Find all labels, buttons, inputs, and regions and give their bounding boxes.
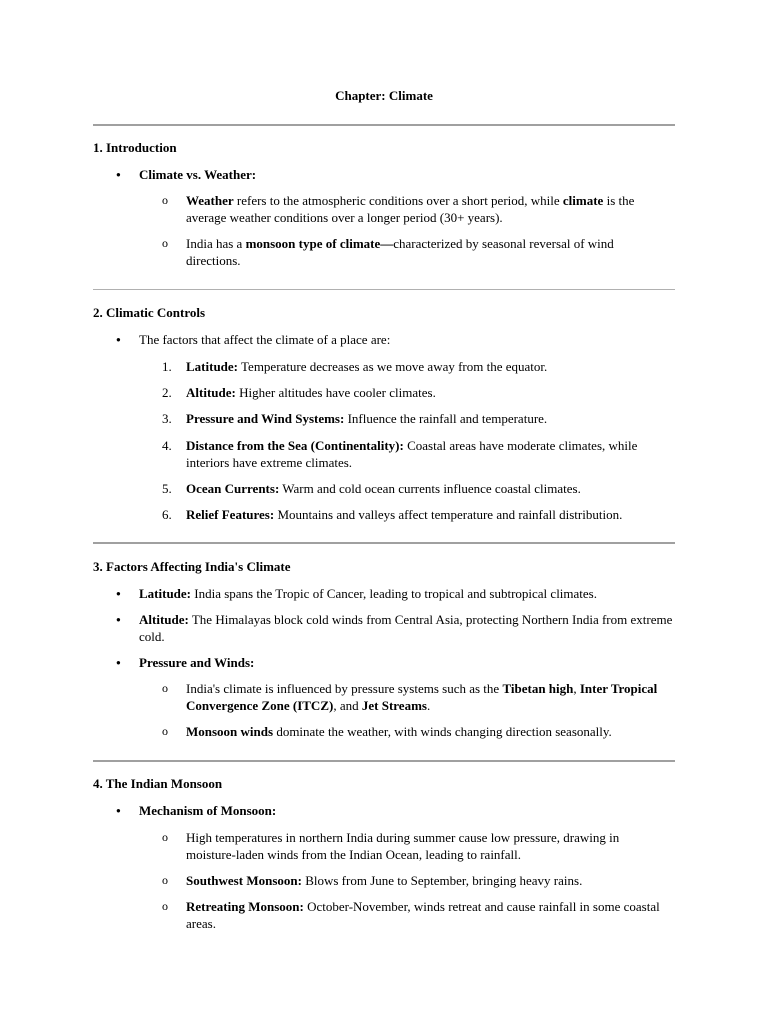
section-heading-indian-monsoon: 4. The Indian Monsoon xyxy=(93,776,223,791)
section-heading-factors-india: 3. Factors Affecting India's Climate xyxy=(93,559,291,574)
list-item: Weather refers to the atmospheric conditions over a short period, while climate is the average weather conditions over a longer period (30+ years). xyxy=(186,193,635,225)
list-item: Climate vs. Weather: xyxy=(139,167,257,182)
section-divider xyxy=(93,124,675,126)
list-item: Southwest Monsoon: Blows from June to September, bringing heavy rains. xyxy=(186,873,583,888)
list-item: Altitude: Higher altitudes have cooler climates. xyxy=(186,385,436,400)
bullet-marker: ● xyxy=(116,615,121,624)
list-item: Retreating Monsoon: October-November, winds retreat and cause rainfall in some coastal areas. xyxy=(186,899,660,931)
list-item: Monsoon winds dominate the weather, with winds changing direction seasonally. xyxy=(186,724,612,739)
bullet-marker: ● xyxy=(116,658,121,667)
section-heading-introduction: 1. Introduction xyxy=(93,140,177,155)
sub-bullet-marker: o xyxy=(162,873,168,887)
section-divider xyxy=(93,542,675,544)
sub-bullet-marker: o xyxy=(162,899,168,913)
list-number: 3. xyxy=(162,411,172,426)
sub-bullet-marker: o xyxy=(162,724,168,738)
list-number: 6. xyxy=(162,507,172,522)
list-item: Pressure and Wind Systems: Influence the rainfall and temperature. xyxy=(186,411,548,426)
list-item: Altitude: The Himalayas block cold winds from Central Asia, protecting Northern India from extreme cold. xyxy=(139,612,673,644)
list-item: The factors that affect the climate of a place are: xyxy=(139,332,391,347)
list-item: Relief Features: Mountains and valleys affect temperature and rainfall distribution. xyxy=(186,507,623,522)
sub-bullet-marker: o xyxy=(162,193,168,207)
list-number: 1. xyxy=(162,359,172,374)
list-item: Latitude: Temperature decreases as we move away from the equator. xyxy=(186,359,548,374)
section-heading-climatic-controls: 2. Climatic Controls xyxy=(93,305,206,320)
list-number: 4. xyxy=(162,438,172,453)
sub-bullet-marker: o xyxy=(162,236,168,250)
page-title: Chapter: Climate xyxy=(335,88,433,103)
list-item: India has a monsoon type of climate—characterized by seasonal reversal of wind directions. xyxy=(186,236,614,268)
list-item: High temperatures in northern India during summer cause low pressure, drawing in moisture-laden winds from the Indian Ocean, leading to rainfall. xyxy=(186,830,620,862)
sub-bullet-marker: o xyxy=(162,830,168,844)
bullet-marker: ● xyxy=(116,170,121,179)
list-item: Distance from the Sea (Continentality): Coastal areas have moderate climates, while interiors have extreme climates. xyxy=(186,438,638,470)
list-number: 2. xyxy=(162,385,172,400)
list-item: India's climate is influenced by pressure systems such as the Tibetan high, Inter Tropical Convergence Zone (ITCZ), and Jet Streams. xyxy=(186,681,658,713)
sub-bullet-marker: o xyxy=(162,681,168,695)
list-item: Mechanism of Monsoon: xyxy=(139,803,277,818)
list-item: Pressure and Winds: xyxy=(139,655,255,670)
list-item: Latitude: India spans the Tropic of Cancer, leading to tropical and subtropical climates. xyxy=(139,586,597,601)
bullet-marker: ● xyxy=(116,806,121,815)
list-number: 5. xyxy=(162,481,172,496)
list-item: Ocean Currents: Warm and cold ocean currents influence coastal climates. xyxy=(186,481,581,496)
section-divider xyxy=(93,289,675,290)
bullet-marker: ● xyxy=(116,589,121,598)
section-divider xyxy=(93,760,675,762)
bullet-marker: ● xyxy=(116,335,121,344)
